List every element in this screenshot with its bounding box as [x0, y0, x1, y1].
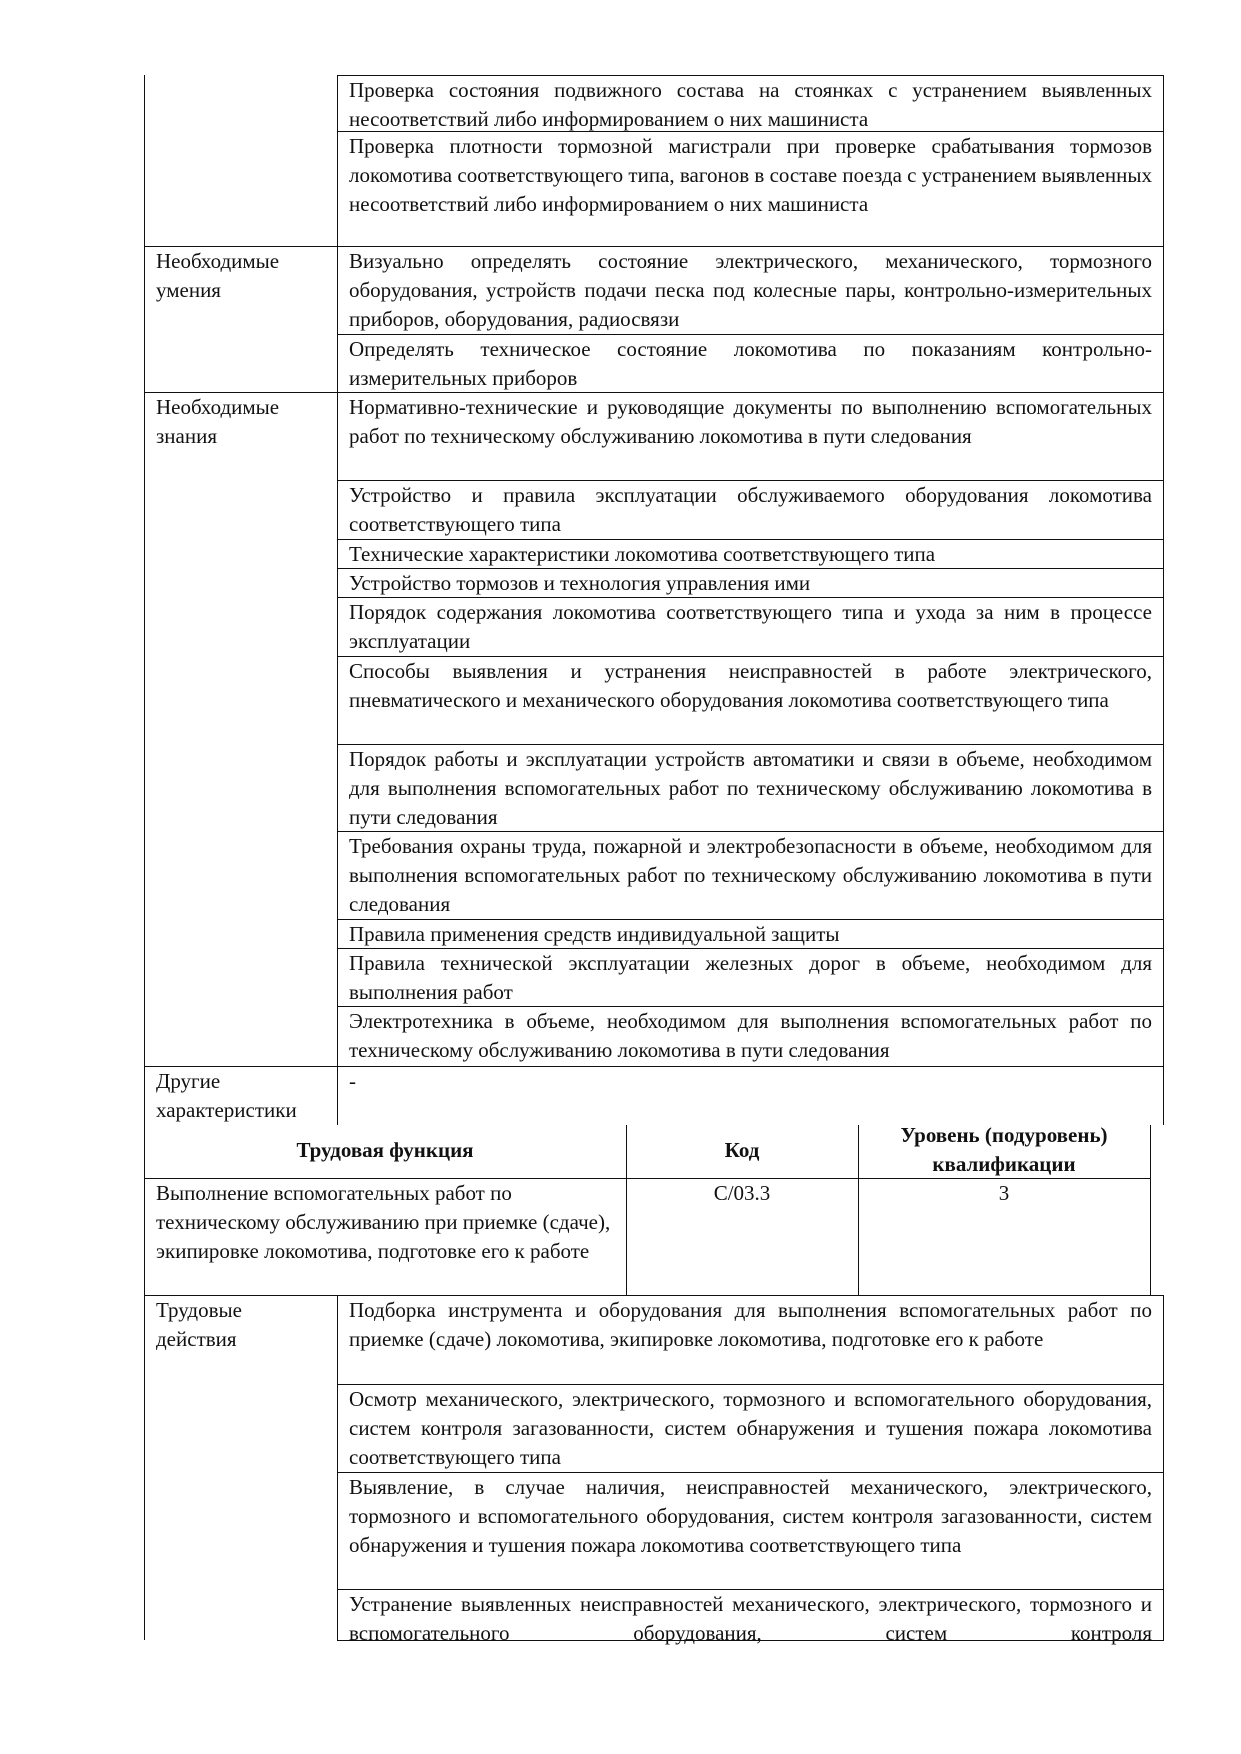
row-label-skills: Необходимые умения: [156, 249, 280, 302]
table1-item: Устройство и правила эксплуатации обслуживаемого оборудования локомотива соответствующего типа: [349, 483, 1152, 536]
table2-item: Подборка инструмента и оборудования для выполнения вспомогательных работ по приемке (сдаче) локомотива, экипировке локомотива, подготовке его к работе: [349, 1298, 1152, 1351]
table2-item: Выявление, в случае наличия, неисправностей механического, электрического, тормозного и вспомогательного оборудования, систем контроля загазованности, систем обнаружения и тушения пожара локомотива соответствующего типа: [349, 1475, 1152, 1557]
row-label-knowledge: Необходимые знания: [156, 395, 280, 448]
table1-item: Технические характеристики локомотива соответствующего типа: [349, 542, 936, 566]
table1-item: Проверка состояния подвижного состава на стоянках с устранением выявленных несоответствий либо информированием о них машиниста: [349, 78, 1152, 131]
header-code: Код: [724, 1138, 760, 1162]
table1-item: Порядок работы и эксплуатации устройств автоматики и связи в объеме, необходимом для выполнения вспомогательных работ по техническому обслуживанию локомотива в пути следования: [349, 747, 1152, 829]
table1-item: Определять техническое состояние локомотива по показаниям контрольно-измерительных приборов: [349, 337, 1152, 390]
function-level: 3: [998, 1181, 1010, 1205]
header-level: Уровень (подуровень) квалификации: [900, 1123, 1108, 1176]
row-label-other: Другие характеристики: [156, 1069, 297, 1122]
table1-item: Нормативно-технические и руководящие документы по выполнению вспомогательных работ по техническому обслуживанию локомотива в пути следования: [349, 395, 1152, 448]
table1-item: Проверка плотности тормозной магистрали при проверке срабатывания тормозов локомотива соответствующего типа, вагонов в составе поезда с устранением выявленных несоответствий либо информированием о них машиниста: [349, 134, 1152, 216]
table1-item: Устройство тормозов и технология управления ими: [349, 571, 811, 595]
header-function: Трудовая функция: [296, 1138, 474, 1162]
row-label-actions: Трудовые действия: [156, 1298, 242, 1351]
table2-item: Устранение выявленных неисправностей механического, электрического, тормозного и вспомогательного оборудования, систем контроля: [349, 1592, 1152, 1645]
table1-item: -: [349, 1069, 356, 1093]
table2-item: Осмотр механического, электрического, тормозного и вспомогательного оборудования, систем контроля загазованности, систем обнаружения и тушения пожара локомотива соответствующего типа: [349, 1387, 1152, 1469]
table1-item: Электротехника в объеме, необходимом для выполнения вспомогательных работ по техническому обслуживанию локомотива в пути следования: [349, 1009, 1152, 1062]
function-code: С/03.3: [713, 1181, 771, 1205]
function-name: Выполнение вспомогательных работ по техническому обслуживанию при приемке (сдаче), экипировке локомотива, подготовке его к работе: [156, 1181, 611, 1263]
table1-item: Правила технической эксплуатации железных дорог в объеме, необходимом для выполнения работ: [349, 951, 1152, 1004]
table1-item: Визуально определять состояние электрического, механического, тормозного оборудования, устройств подачи песка под колесные пары, контрольно-измерительных приборов, оборудования, радиосвязи: [349, 249, 1152, 331]
function-table-right-border: [1150, 1125, 1151, 1295]
table1-item: Порядок содержания локомотива соответствующего типа и ухода за ним в процессе эксплуатации: [349, 600, 1152, 653]
table1-item: Способы выявления и устранения неисправностей в работе электрического, пневматического и механического оборудования локомотива соответствующего типа: [349, 659, 1152, 712]
table1-item: Требования охраны труда, пожарной и электробезопасности в объеме, необходимом для выполнения вспомогательных работ по техническому обслуживанию локомотива в пути следования: [349, 834, 1152, 916]
table1-item: Правила применения средств индивидуальной защиты: [349, 922, 840, 946]
table1-left-border: [144, 75, 145, 1125]
